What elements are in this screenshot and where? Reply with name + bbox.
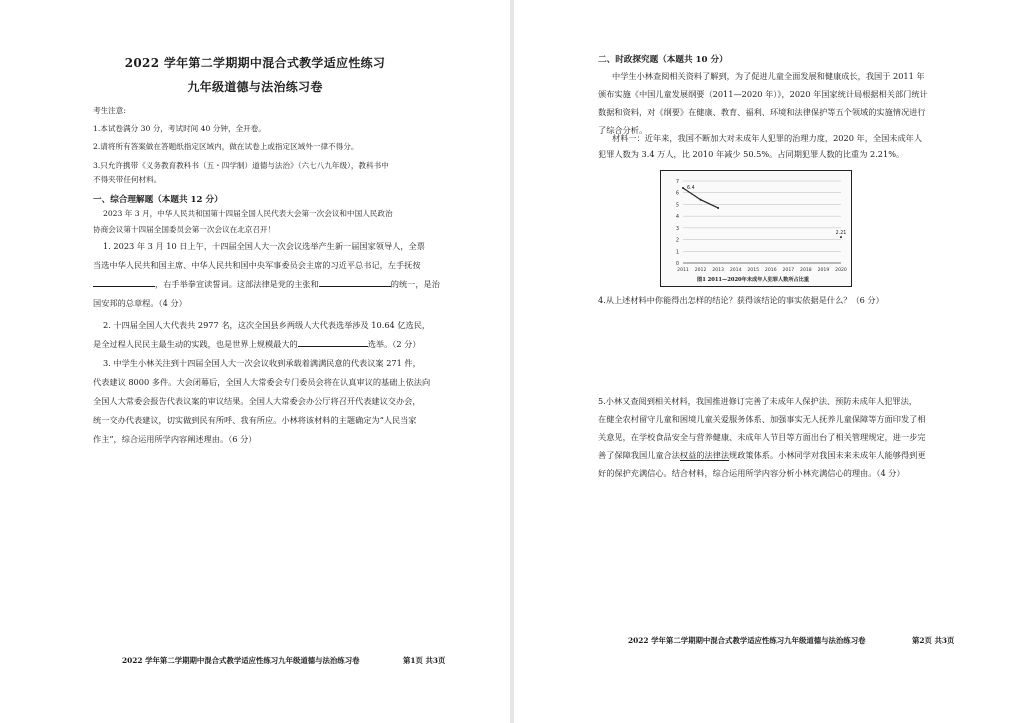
chart-x-tick-label: 2011 [677, 268, 689, 273]
q1-blank-1[interactable] [93, 276, 155, 287]
q3-line-2: 代表建议 8000 多件。大会闭幕后，全国人大常委会专门委员会将在认真审议的基础上依法向 [93, 377, 431, 387]
q5-line-4 [598, 446, 926, 465]
q5-line-1: 5.小林又查阅到相关材料，我国推进修订完善了未成年人保护法、预防未成年人犯罪法， [598, 396, 917, 406]
note-2: 2.请将所有答案做在答题纸指定区域内，做在试卷上或指定区域外一律不得分。 [93, 142, 359, 151]
q5-line-4-text: 善了保障我国儿童合法 [598, 450, 680, 460]
chart-y-tick-label: 4 [675, 214, 679, 221]
p1-line-1: 中学生小林查阅相关资料了解到，为了促进儿童全面发展和健康成长，我国于 2011 年 [612, 71, 925, 81]
chart-x-tick-label: 2016 [764, 268, 777, 273]
p1-line-3: 数据和资料，对《纲要》在健康、教育、福利、环境和法律保护等五个领域的实施情况进行 [598, 107, 926, 117]
note-3: 3.只允许携带《义务教育教科书（五・四学制）道德与法治》（六七八九年级），教科书中 [93, 161, 389, 170]
chart-x-tick-label: 2020 [835, 268, 847, 273]
chart-x-tick-label: 2019 [817, 268, 830, 273]
q5-line-3: 关意见，在学校食品安全与营养健康、未成年人节目等方面出台了相关管理规定，进一步完 [598, 432, 926, 442]
chart-y-tick-label: 2 [675, 237, 679, 244]
chart-x-tick-label: 2018 [800, 268, 812, 273]
section-2-heading: 二、时政探究题（本题共 10 分） [598, 55, 728, 65]
chart-data-label: 6.4 [687, 186, 695, 192]
q2-line-2-text: 是全过程人民民主最生动的实践，也是世界上规模最大的 [93, 339, 298, 349]
chart-data-point [700, 199, 702, 201]
q1-line-3-text-b: 的统一，是治 [390, 279, 440, 289]
q5-line-2: 在健全农村留守儿童和困境儿童关爱服务体系、加强事实无人抚养儿童保障等方面印发了相 [598, 414, 926, 424]
q1-line-1: 1. 2023 年 3 月 10 日上午，十四届全国人大一次会议选举产生新一届国家领导人，全票 [103, 241, 425, 251]
q3-line-3: 全国人大常委会报告代表议案的审议结果。全国人大常委会办公厅将召开代表建议交办会， [93, 396, 421, 406]
chart-y-tick-label: 0 [675, 261, 679, 267]
chart-title: 图1 2011—2020年未成年人犯罪人数所占比重 [697, 277, 810, 283]
exam-subtitle: 九年级道德与法治练习卷 [187, 80, 323, 94]
q1-line-3-text: ，右手举拳宣读誓词。这部法律是党的主张和 [155, 279, 319, 289]
chart-x-tick-label: 2012 [694, 268, 707, 273]
chart-x-tick-label: 2015 [747, 268, 760, 273]
notes-heading: 考生注意: [93, 106, 126, 115]
chart-y-tick-label: 3 [675, 225, 679, 232]
chart-x-tick-label: 2017 [782, 268, 795, 273]
q2-blank[interactable] [298, 336, 368, 347]
chart-series-line [683, 188, 841, 237]
chart-y-tick-label: 1 [675, 249, 679, 256]
page-1-footer: 2022 学年第二学期期中混合式教学适应性练习九年级道德与法治练习卷 [122, 656, 360, 665]
page-1-number: 第1页 共3页 [403, 656, 446, 665]
q1-line-2: 当选中华人民共和国主席、中华人民共和国中央军事委员会主席的习近平总书记，左手抚按 [93, 260, 421, 270]
page-2-footer: 2022 学年第二学期期中混合式教学适应性练习九年级道德与法治练习卷 [628, 636, 866, 645]
chart-data-label: 2.21 [835, 231, 847, 237]
p1-line-2: 颁布实施《中国儿童发展纲要（2011—2020 年）》，2020 年国家统计局根据相关部门统计 [598, 89, 928, 99]
chart-y-tick-label: 6 [675, 190, 679, 197]
chart-data-point [682, 187, 684, 189]
note-1: 1.本试卷满分 30 分，考试时间 40 分钟，全开卷。 [93, 124, 266, 133]
q5-line-4-text-b: 规政策体系。小林同学对我国未来未成年人能够得到更 [729, 450, 926, 460]
intro-line-2: 协商会议第十四届全国委员会第一次会议在北京召开！ [93, 225, 276, 234]
q3-line-5: 作主”，综合运用所学内容阐述理由。（6 分） [93, 434, 257, 444]
note-3-cont: 不得夹带任何材料。 [93, 175, 162, 184]
q2-line-1: 2. 十四届全国人大代表共 2977 名，这次全国县乡两级人大代表选举涉及 10.64 亿选民， [103, 320, 431, 330]
chart-y-tick-label: 5 [675, 202, 679, 209]
q4-text: 4.从上述材料中你能得出怎样的结论？获得该结论的事实依据是什么？（6 分） [598, 295, 884, 305]
intro-line-1: 2023 年 3 月，中华人民共和国第十四届全国人民代表大会第一次会议和中国人民政治 [103, 209, 393, 218]
q5-line-5: 好的保护充满信心。结合材料，综合运用所学内容分析小林充满信心的理由。（4 分） [598, 468, 905, 478]
section-1-heading: 一、综合理解题（本题共 12 分） [93, 195, 223, 205]
material-1-line-1: 材料一：近年来，我国不断加大对未成年人犯罪的治理力度，2020 年，全国未成年人 [612, 133, 923, 143]
line-chart [661, 171, 851, 286]
q1-line-3 [93, 275, 440, 294]
page-2-number: 第2页 共3页 [912, 636, 955, 645]
chart-data-point [840, 236, 842, 238]
q1-line-4: 国安邦的总章程。（4 分） [93, 298, 187, 308]
q5-underlined-text: 权益的法律法 [679, 450, 730, 460]
exam-title: 2022 学年第二学期期中混合式教学适应性练习 [124, 56, 386, 70]
q3-line-4: 统一交办代表建议，切实做到民有所呼、我有所应。小林将该材料的主题确定为“人民当家 [93, 415, 417, 425]
chart-y-tick-label: 7 [675, 179, 679, 185]
q2-line-2-text-b: 选举。（2 分） [367, 339, 421, 349]
chart-data-point [717, 207, 719, 209]
exam-page-1 [0, 0, 510, 723]
chart-x-tick-label: 2014 [729, 268, 742, 273]
material-1-line-2: 犯罪人数为 3.4 万人，比 2010 年减少 50.5%。占同期犯罪人数的比重为 2.21%。 [598, 149, 905, 159]
q2-line-2 [93, 335, 421, 354]
p1-line-4: 了综合分析。 [598, 125, 648, 135]
q3-line-1: 3. 中学生小林关注到十四届全国人大一次会议收到承载着满满民意的代表议案 271 件， [103, 358, 421, 368]
q1-blank-2[interactable] [319, 276, 391, 287]
exam-page-2 [514, 0, 1024, 723]
chart-x-tick-label: 2013 [712, 268, 724, 273]
chart-figure [660, 170, 852, 287]
